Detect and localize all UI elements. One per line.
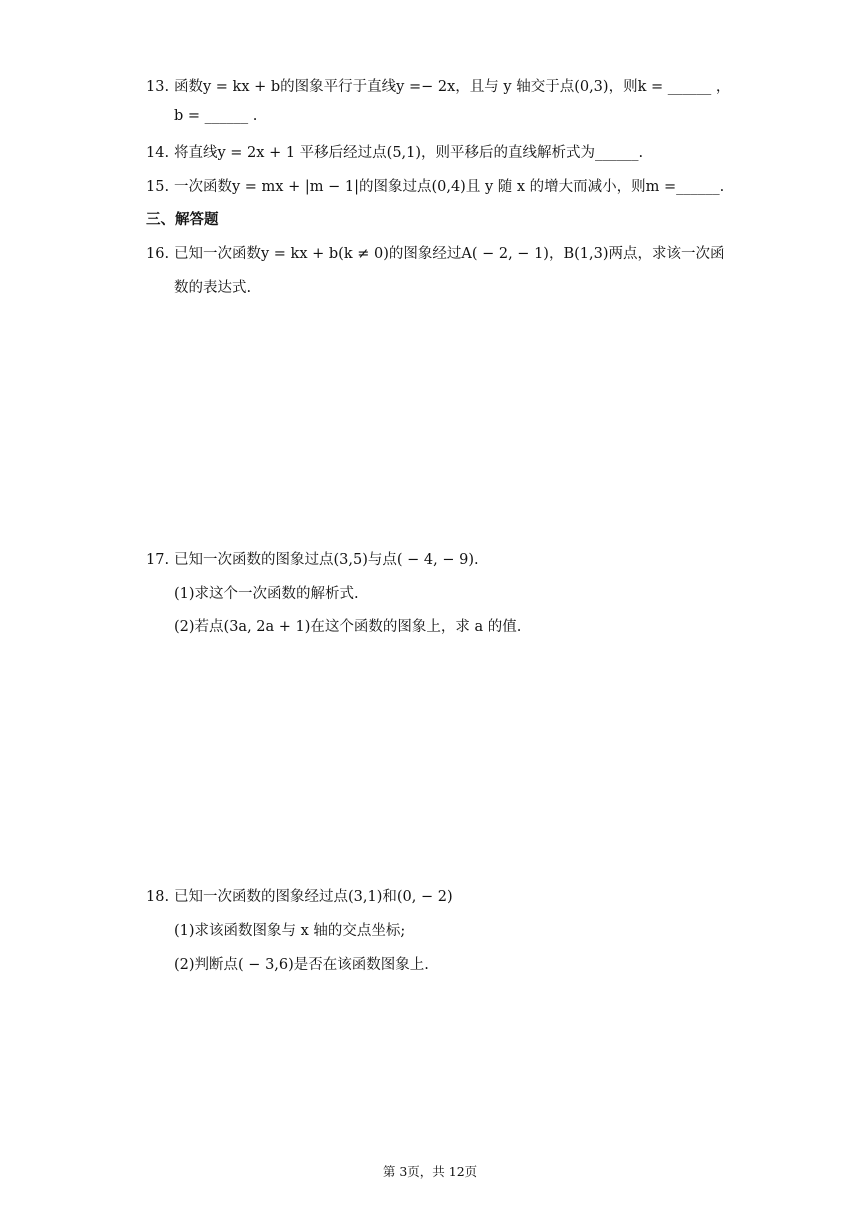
question-14 bbox=[146, 141, 726, 162]
question-number: 18. bbox=[146, 889, 170, 905]
question-15 bbox=[146, 175, 726, 196]
question-17-part-1: (1)求这个一次函数的解析式. bbox=[174, 586, 359, 602]
question-18 bbox=[146, 885, 726, 906]
question-17-part-2: (2)若点(3a, 2a + 1)在这个函数的图象上，求 a 的值. bbox=[174, 619, 522, 635]
question-text: 已知一次函数的图象经过点(3,1)和(0, − 2) bbox=[174, 889, 453, 905]
question-text: 将直线y = 2x + 1 平移后经过点(5,1)，则平移后的直线解析式为______. bbox=[174, 145, 644, 161]
question-number: 15. bbox=[146, 179, 170, 195]
question-13 bbox=[146, 75, 731, 96]
question-number: 17. bbox=[146, 552, 170, 568]
question-text: 函数y = kx + b的图象平行于直线y =− 2x，且与 y 轴交于点(0,3)，则k = ______ ， bbox=[174, 79, 731, 95]
question-number: 13. bbox=[146, 79, 170, 95]
question-16-continuation: 数的表达式. bbox=[174, 280, 252, 296]
question-16 bbox=[146, 242, 726, 263]
question-18-part-1: (1)求该函数图象与 x 轴的交点坐标; bbox=[174, 923, 406, 939]
question-text: 已知一次函数y = kx + b(k ≠ 0)的图象经过A( − 2, − 1)，B(1,3)两点，求该一次函 bbox=[174, 246, 725, 262]
question-number: 14. bbox=[146, 145, 170, 161]
question-number: 16. bbox=[146, 246, 170, 262]
question-text: 一次函数y = mx + |m − 1|的图象过点(0,4)且 y 随 x 的增大而减小，则m =______. bbox=[174, 179, 725, 195]
question-text: 已知一次函数的图象过点(3,5)与点( − 4, − 9). bbox=[174, 552, 479, 568]
section-heading: 三、解答题 bbox=[146, 212, 219, 228]
page-footer: 第 3页，共 12页 bbox=[382, 1164, 478, 1179]
question-18-part-2: (2)判断点( − 3,6)是否在该函数图象上. bbox=[174, 957, 429, 973]
question-13-continuation: b = ______ . bbox=[174, 108, 258, 124]
question-17 bbox=[146, 548, 726, 569]
